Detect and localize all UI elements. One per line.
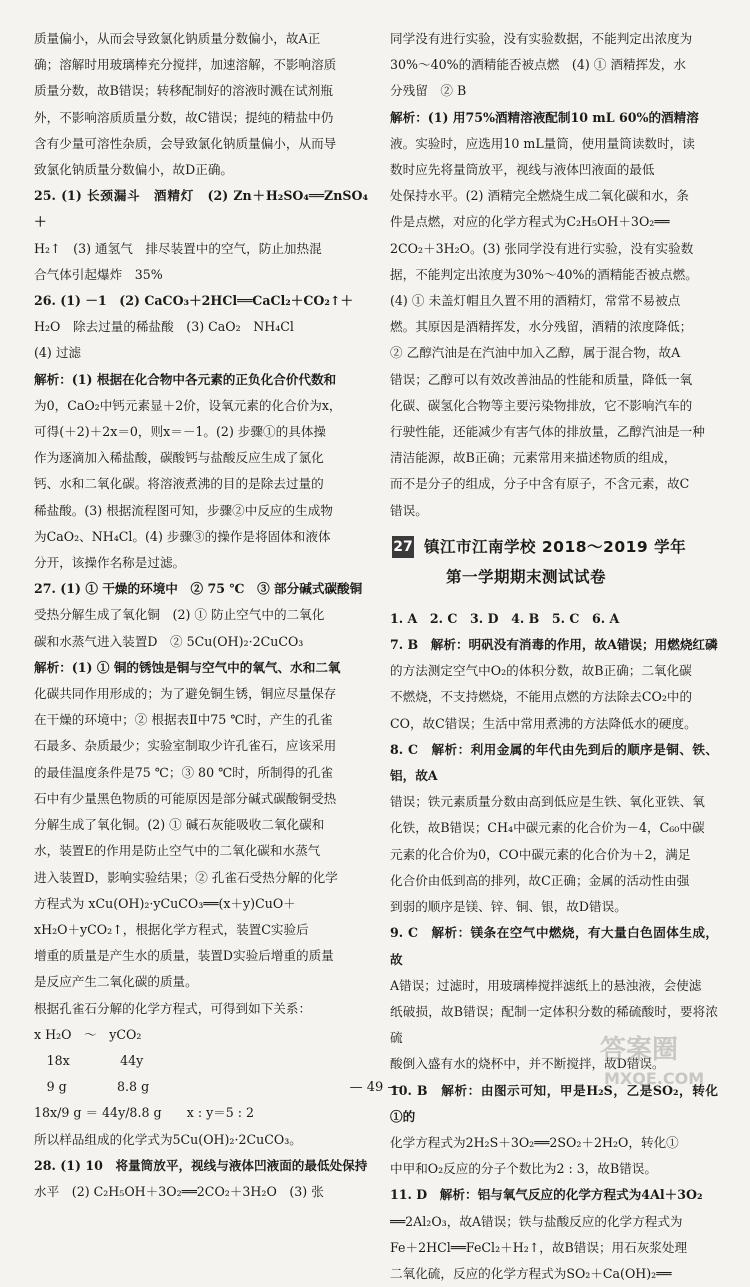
text-line: 分残留 ② B	[390, 83, 467, 99]
text-line: 行驶性能，还能减少有害气体的排放量，乙醇汽油是一种	[390, 424, 705, 440]
text-line: H₂↑ (3) 通氢气 排尽装置中的空气，防止加热混	[34, 240, 322, 256]
text-line: 二氧化硫，反应的化学方程式为SO₂＋Ca(OH)₂══	[390, 1265, 672, 1281]
text-line: 碳和水蒸气进入装置D ② 5Cu(OH)₂·2CuCO₃	[34, 633, 304, 649]
text-line: 到弱的顺序是镁、锌、铜、银，故D错误。	[390, 899, 627, 915]
text-line: 质量分数，故B错误；转移配制好的溶液时溅在试剂瓶	[34, 83, 333, 99]
text-line: 液。实验时，应选用10 mL量筒，使用量筒读数时，读	[390, 135, 695, 151]
text-line: H₂O 除去过量的稀盐酸 (3) CaO₂ NH₄Cl	[34, 319, 294, 335]
text-line: 外，不影响溶质质量分数，故C错误；提纯的精盐中仍	[34, 109, 334, 125]
text-line: 酸倒入盛有水的烧杯中，并不断搅拌，故D错误。	[390, 1056, 665, 1072]
section-badge: 27	[392, 536, 414, 558]
text-line: 错误；铁元素质量分数由高到低应是生铁、氧化亚铁、氧	[390, 794, 705, 810]
text-line: 化碳共同作用形成的；为了避免铜生锈，铜应尽量保存	[34, 686, 337, 702]
text-line: 含有少量可溶性杂质，会导致氯化钠质量偏小，从而导	[34, 135, 337, 151]
page-number: — 49 —	[349, 1080, 401, 1095]
text-line: 的方法测定空气中O₂的体积分数，故B正确；二氧化碳	[390, 663, 692, 679]
text-line: 18x 44y	[34, 1052, 144, 1068]
text-line: 8. C 解析：利用金属的年代由先到后的顺序是铜、铁、铝，故A	[390, 741, 718, 784]
text-line: 而不是分子的组成，分子中含有原子，不含元素，故C	[390, 476, 690, 492]
right-bottom-text	[390, 606, 718, 1287]
text-line: 所以样品组成的化学式为5Cu(OH)₂·2CuCO₃。	[34, 1131, 302, 1147]
right-column	[390, 26, 718, 1287]
text-line: 9. C 解析：镁条在空气中燃烧，有大量白色固体生成，故	[390, 925, 718, 967]
text-line: 错误。	[390, 502, 428, 518]
text-line: 为CaO₂、NH₄Cl。(4) 步骤③的操作是将固体和液体	[34, 528, 331, 544]
text-line: 解析：(1) 根据在化合物中各元素的正负化合价代数和	[34, 371, 337, 387]
text-line: 确；溶解时用玻璃棒充分搅拌，加速溶解，不影响溶质	[34, 57, 337, 73]
text-line: 30%～40%的酒精能否被点燃 (4) ① 酒精挥发，水	[390, 57, 686, 73]
text-line: 9 g 8.8 g	[34, 1079, 150, 1095]
text-line: 解析：(1) 用75%酒精溶液配制10 mL 60%的酒精溶	[390, 109, 699, 125]
text-line: 石中有少量黑色物质的可能原因是部分碱式碳酸铜受热	[34, 790, 337, 806]
text-line: 水平 (2) C₂H₅OH＋3O₂══2CO₂＋3H₂O (3) 张	[34, 1183, 324, 1199]
text-line: 26. (1) －1 (2) CaCO₃＋2HCl══CaCl₂＋CO₂↑＋	[34, 293, 354, 309]
text-line: 2CO₂＋3H₂O。(3) 张同学没有进行实验，没有实验数	[390, 240, 694, 256]
text-line: 10. B 解析：由图示可知，甲是H₂S，乙是SO₂，转化①的	[390, 1082, 718, 1124]
text-line: 钙、水和二氧化碳。将溶液煮沸的目的是除去过量的	[34, 476, 324, 492]
watermark-line1: 答案圈	[600, 1035, 679, 1065]
text-line: 18x/9 g ＝ 44y/8.8 g x : y＝5 : 2	[34, 1105, 255, 1121]
text-line: 根据孔雀石分解的化学方程式，可得到如下关系：	[34, 1000, 312, 1016]
right-top-text	[390, 26, 718, 524]
text-line: 25. (1) 长颈漏斗 酒精灯 (2) Zn＋H₂SO₄══ZnSO₄＋	[34, 188, 368, 230]
text-line: 化学方程式为2H₂S＋3O₂══2SO₂＋2H₂O，转化①	[390, 1134, 679, 1150]
text-line: 致氯化钠质量分数偏小，故D正确。	[34, 162, 234, 178]
text-line: A错误；过滤时，用玻璃棒搅拌滤纸上的悬浊液，会使滤	[390, 977, 702, 993]
text-line: 进入装置D，影响实验结果；② 孔雀石受热分解的化学	[34, 869, 338, 885]
text-line: 不燃烧，不支持燃烧，不能用点燃的方法除去CO₂中的	[390, 689, 693, 705]
text-line: 石最多、杂质最少；实验室制取少许孔雀石，应该采用	[34, 738, 337, 754]
text-line: 化合价由低到高的排列，故C正确；金属的活动性由强	[390, 872, 690, 888]
text-line: 处保持水平。(2) 酒精完全燃烧生成二氧化碳和水，条	[390, 188, 689, 204]
text-line: x H₂O ～ yCO₂	[34, 1026, 142, 1042]
text-line: 7. B 解析：明矾没有消毒的作用，故A错误；用燃烧红磷	[390, 637, 718, 653]
text-line: 11. D 解析：铝与氧气反应的化学方程式为4Al＋3O₂	[390, 1187, 703, 1203]
text-line: 可得(＋2)＋2x＝0，则x＝－1。(2) 步骤①的具体操	[34, 424, 327, 440]
text-line: 中甲和O₂反应的分子个数比为2 : 3，故B错误。	[390, 1161, 657, 1177]
text-line: 化碳、碳氢化合物等主要污染物排放，它不影响汽车的	[390, 397, 693, 413]
text-line: 同学没有进行实验，没有实验数据，不能判定出浓度为	[390, 31, 693, 46]
text-line: 27. (1) ① 干燥的环境中 ② 75 ℃ ③ 部分碱式碳酸铜	[34, 581, 363, 597]
text-line: 错误；乙醇可以有效改善油品的性能和质量，降低一氧	[390, 371, 693, 387]
text-line: 数时应先将量筒放平，视线与液体凹液面的最低	[390, 162, 655, 178]
left-column	[34, 26, 368, 1205]
text-line: (4) ① 未盖灯帽且久置不用的酒精灯，常常不易被点	[390, 293, 681, 309]
watermark-logo	[592, 1024, 732, 1094]
text-line: 纸破损，故B错误；配制一定体积分数的稀硫酸时，要将浓硫	[390, 1003, 718, 1046]
text-line: 燃。其原因是酒精挥发，水分残留，酒精的浓度降低；	[390, 319, 693, 335]
section-title-line1: 镇江市江南学校 2018～2019 学年	[424, 537, 687, 556]
text-line: 件是点燃，对应的化学方程式为C₂H₅OH＋3O₂══	[390, 214, 670, 230]
text-line: 元素的化合价为0，CO中碳元素的化合价为＋2，满足	[390, 846, 691, 862]
text-line: 分开，该操作名称是过滤。	[34, 555, 186, 571]
text-line: 为0，CaO₂中钙元素显＋2价，设氧元素的化合价为x，	[34, 397, 342, 413]
text-line: 稀盐酸。(3) 根据流程图可知，步骤②中反应的生成物	[34, 502, 333, 518]
text-line: 质量偏小，从而会导致氯化钠质量分数偏小，故A正	[34, 31, 321, 46]
text-line: 化铁，故B错误；CH₄中碳元素的化合价为－4，C₆₀中碳	[390, 820, 705, 836]
text-line: 作为逐滴加入稀盐酸，碳酸钙与盐酸反应生成了氯化	[34, 450, 324, 466]
text-line: 受热分解生成了氧化铜 (2) ① 防止空气中的二氧化	[34, 607, 325, 623]
section-header	[390, 532, 718, 592]
text-line: 方程式为 xCu(OH)₂·yCuCO₃══(x＋y)CuO＋	[34, 895, 296, 911]
text-line: ══2Al₂O₃，故A错误；铁与盐酸反应的化学方程式为	[390, 1213, 683, 1229]
watermark-line2: MXQE.COM	[604, 1069, 705, 1088]
text-line: 1. A 2. C 3. D 4. B 5. C 6. A	[390, 610, 620, 626]
section-title-line2: 第一学期期末测试试卷	[446, 567, 607, 586]
text-line: Fe＋2HCl══FeCl₂＋H₂↑，故B错误；用石灰浆处理	[390, 1239, 688, 1255]
text-line: 分解生成了氧化铜。(2) ① 碱石灰能吸收二氧化碳和	[34, 817, 325, 833]
text-line: 在干燥的环境中；② 根据表Ⅱ中75 ℃时，产生的孔雀	[34, 712, 333, 728]
text-line: 28. (1) 10 将量筒放平，视线与液体凹液面的最低处保持	[34, 1157, 368, 1173]
text-line: 的最佳温度条件是75 ℃；③ 80 ℃时，所制得的孔雀	[34, 764, 333, 780]
text-line: 增重的质量是产生水的质量，装置D实验后增重的质量	[34, 948, 334, 964]
text-line: 解析：(1) ① 铜的锈蚀是铜与空气中的氧气、水和二氧	[34, 659, 341, 675]
text-line: (4) 过滤	[34, 345, 82, 361]
text-line: 据，不能判定出浓度为30%～40%的酒精能否被点燃。	[390, 266, 698, 282]
text-line: CO，故C错误；生活中常用煮沸的方法降低水的硬度。	[390, 715, 697, 731]
text-line: 清洁能源，故B正确；元素常用来描述物质的组成，	[390, 450, 677, 466]
text-line: ② 乙醇汽油是在汽油中加入乙醇，属于混合物，故A	[390, 345, 681, 361]
text-line: 水，装置E的作用是防止空气中的二氧化碳和水蒸气	[34, 843, 321, 859]
text-line: 合气体引起爆炸 35%	[34, 266, 163, 282]
text-line: xH₂O＋yCO₂↑，根据化学方程式，装置C实验后	[34, 921, 309, 937]
text-line: 是反应产生二氧化碳的质量。	[34, 974, 198, 990]
